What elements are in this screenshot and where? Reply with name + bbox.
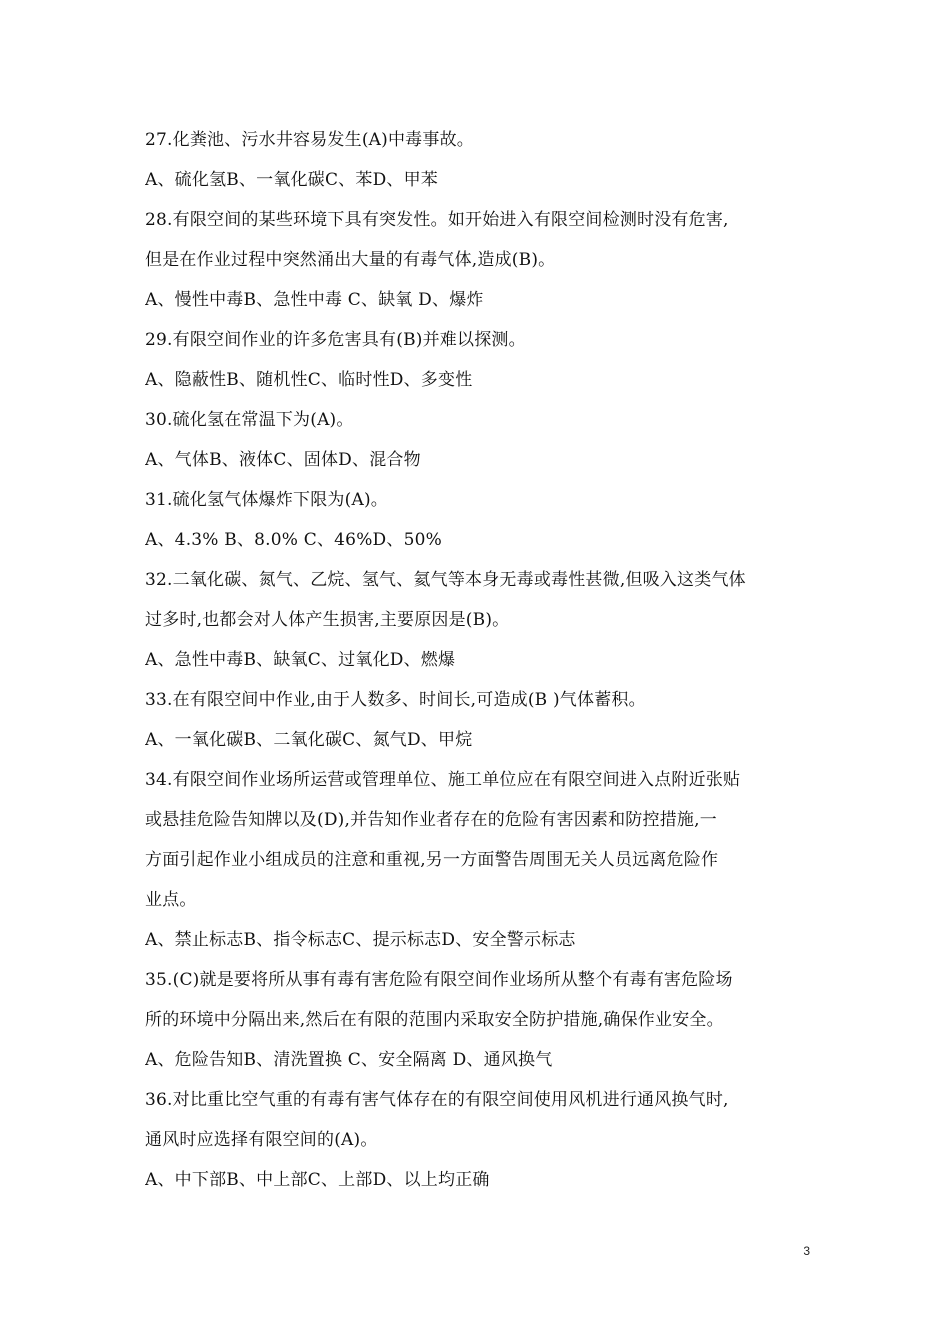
question-32-line-2: 过多时,也都会对人体产生损害,主要原因是(B)。 [145, 610, 510, 630]
question-34-line-2: 或悬挂危险告知牌以及(D),并告知作业者存在的危险有害因素和防控措施,一 [145, 810, 717, 830]
options-31: A、4.3% B、8.0% C、46%D、50% [145, 530, 442, 550]
question-27: 27.化粪池、污水井容易发生(A)中毒事故。 [145, 130, 474, 150]
question-36-line-1: 36.对比重比空气重的有毒有害气体存在的有限空间使用风机进行通风换气时, [145, 1090, 729, 1110]
options-32: A、急性中毒B、缺氧C、过氧化D、燃爆 [145, 650, 456, 670]
question-29: 29.有限空间作业的许多危害具有(B)并难以探测。 [145, 330, 526, 350]
question-32-line-1: 32.二氧化碳、氮气、乙烷、氢气、氦气等本身无毒或毒性甚微,但吸入这类气体 [145, 570, 746, 590]
question-35-line-2: 所的环境中分隔出来,然后在有限的范围内采取安全防护措施,确保作业安全。 [145, 1010, 724, 1030]
page-number: 3 [803, 1244, 810, 1258]
options-34: A、禁止标志B、指令标志C、提示标志D、安全警示标志 [145, 930, 576, 950]
question-30: 30.硫化氢在常温下为(A)。 [145, 410, 354, 430]
options-27: A、硫化氢B、一氧化碳C、苯D、甲苯 [145, 170, 439, 190]
options-28: A、慢性中毒B、急性中毒 C、缺氧 D、爆炸 [145, 290, 484, 310]
question-35-line-1: 35.(C)就是要将所从事有毒有害危险有限空间作业场所从整个有毒有害危险场 [145, 970, 733, 990]
question-34-line-4: 业点。 [145, 890, 197, 910]
options-30: A、气体B、液体C、固体D、混合物 [145, 450, 421, 470]
options-35: A、危险告知B、清洗置换 C、安全隔离 D、通风换气 [145, 1050, 553, 1070]
question-36-line-2: 通风时应选择有限空间的(A)。 [145, 1130, 378, 1150]
question-28-line-1: 28.有限空间的某些环境下具有突发性。如开始进入有限空间检测时没有危害, [145, 210, 729, 230]
options-36: A、中下部B、中上部C、上部D、以上均正确 [145, 1170, 490, 1190]
question-31: 31.硫化氢气体爆炸下限为(A)。 [145, 490, 388, 510]
options-29: A、隐蔽性B、随机性C、临时性D、多变性 [145, 370, 473, 390]
question-28-line-2: 但是在作业过程中突然涌出大量的有毒气体,造成(B)。 [145, 250, 556, 270]
question-34-line-1: 34.有限空间作业场所运营或管理单位、施工单位应在有限空间进入点附近张贴 [145, 770, 741, 790]
question-34-line-3: 方面引起作业小组成员的注意和重视,另一方面警告周围无关人员远离危险作 [145, 850, 719, 870]
document-body [145, 120, 810, 1200]
question-33: 33.在有限空间中作业,由于人数多、时间长,可造成(B )气体蓄积。 [145, 690, 646, 710]
options-33: A、一氧化碳B、二氧化碳C、氮气D、甲烷 [145, 730, 473, 750]
